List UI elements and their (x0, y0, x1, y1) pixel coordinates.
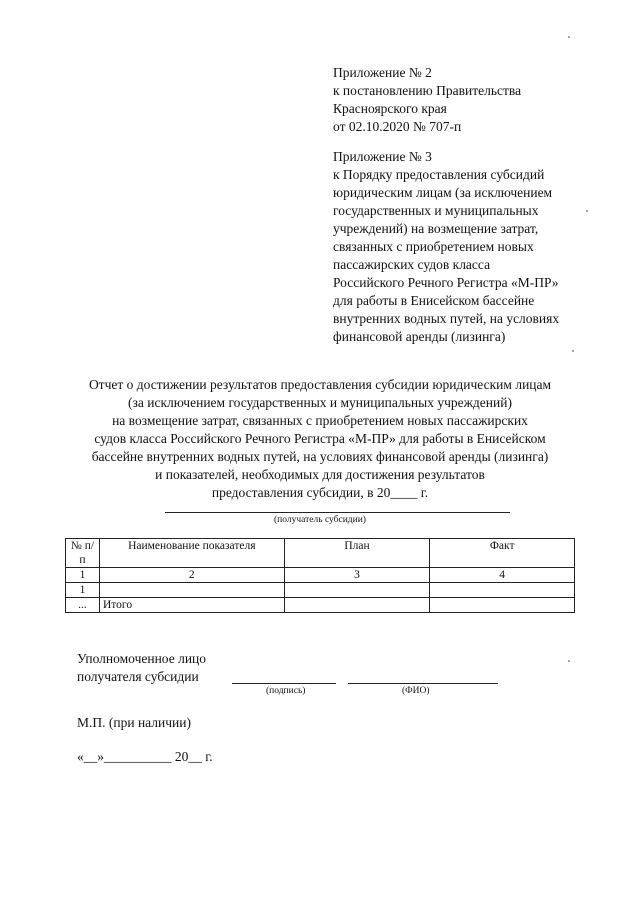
table-cell: 1 (66, 568, 100, 583)
appendix-3-line: для работы в Енисейском бассейне (333, 293, 535, 308)
recipient-underline (165, 512, 510, 513)
appendix-3-line: Приложение № 3 (333, 149, 432, 164)
signature-underline (232, 683, 336, 684)
scan-speck (572, 350, 574, 352)
appendix-3-line: государственных и муниципальных (333, 203, 539, 218)
column-header-plan: План (284, 539, 430, 568)
appendix-3-line: учреждений) на возмещение затрат, (333, 221, 539, 236)
appendix-2-line: к постановлению Правительства (333, 83, 522, 98)
table-cell: 3 (284, 568, 430, 583)
table-cell (99, 583, 284, 598)
signature-caption: (подпись) (266, 686, 306, 696)
column-header-indicator: Наименование показателя (99, 539, 284, 568)
stamp-label: М.П. (при наличии) (77, 715, 191, 730)
appendix-2-line: от 02.10.2020 № 707-п (333, 119, 462, 134)
appendix-3-line: связанных с приобретением новых (333, 239, 534, 254)
table-cell: 2 (99, 568, 284, 583)
authorized-person-label-2: получателя субсидии (77, 669, 199, 684)
scan-speck (586, 210, 588, 212)
report-title-line: Отчет о достижении результатов предоставления субсидии юридическим лицам (88, 377, 552, 392)
table-cell (430, 583, 575, 598)
table-cell (284, 583, 430, 598)
column-header-fact: Факт (430, 539, 575, 568)
appendix-2-line: Приложение № 2 (333, 65, 432, 80)
column-header-number: № п/п (66, 539, 100, 568)
indicators-table (65, 538, 575, 613)
appendix-3-line: пассажирских судов класса (333, 257, 491, 272)
report-title-line: и показателей, необходимых для достижения результатов (155, 467, 485, 482)
table-cell (284, 598, 430, 613)
table-row (66, 568, 575, 583)
table-cell-total: Итого (99, 598, 284, 613)
report-title-line: предоставления субсидии, в 20____ г. (211, 485, 429, 500)
scan-speck (568, 36, 570, 38)
name-underline (348, 683, 498, 684)
report-title-line: судов класса Российского Речного Регистра «М-ПР» для работы в Енисейском (94, 431, 546, 446)
table-cell (430, 598, 575, 613)
date-line: «__»__________ 20__ г. (77, 749, 213, 764)
report-title-line: на возмещение затрат, связанных с приобретением новых пассажирских (112, 413, 528, 428)
appendix-3-line: к Порядку предоставления субсидий (333, 167, 545, 182)
report-title-line: (за исключением государственных и муниципальных учреждений) (128, 395, 512, 410)
recipient-caption: (получатель субсидии) (274, 515, 366, 525)
report-title-line: бассейне внутренних водных путей, на условиях финансовой аренды (лизинга) (91, 449, 549, 464)
table-cell: ... (66, 598, 100, 613)
appendix-3-line: финансовой аренды (лизинга) (333, 329, 506, 344)
appendix-3-line: юридическим лицам (за исключением (333, 185, 553, 200)
authorized-person-label: Уполномоченное лицо (77, 651, 207, 666)
scan-speck (568, 660, 570, 662)
appendix-3-line: Российского Речного Регистра «М-ПР» (333, 275, 559, 290)
table-cell: 4 (430, 568, 575, 583)
name-caption: (ФИО) (402, 686, 430, 696)
table-cell: 1 (66, 583, 100, 598)
table-header-row (66, 539, 575, 568)
table-row (66, 598, 575, 613)
table-row (66, 583, 575, 598)
appendix-2-line: Красноярского края (333, 101, 447, 116)
appendix-3-line: внутренних водных путей, на условиях (333, 311, 560, 326)
